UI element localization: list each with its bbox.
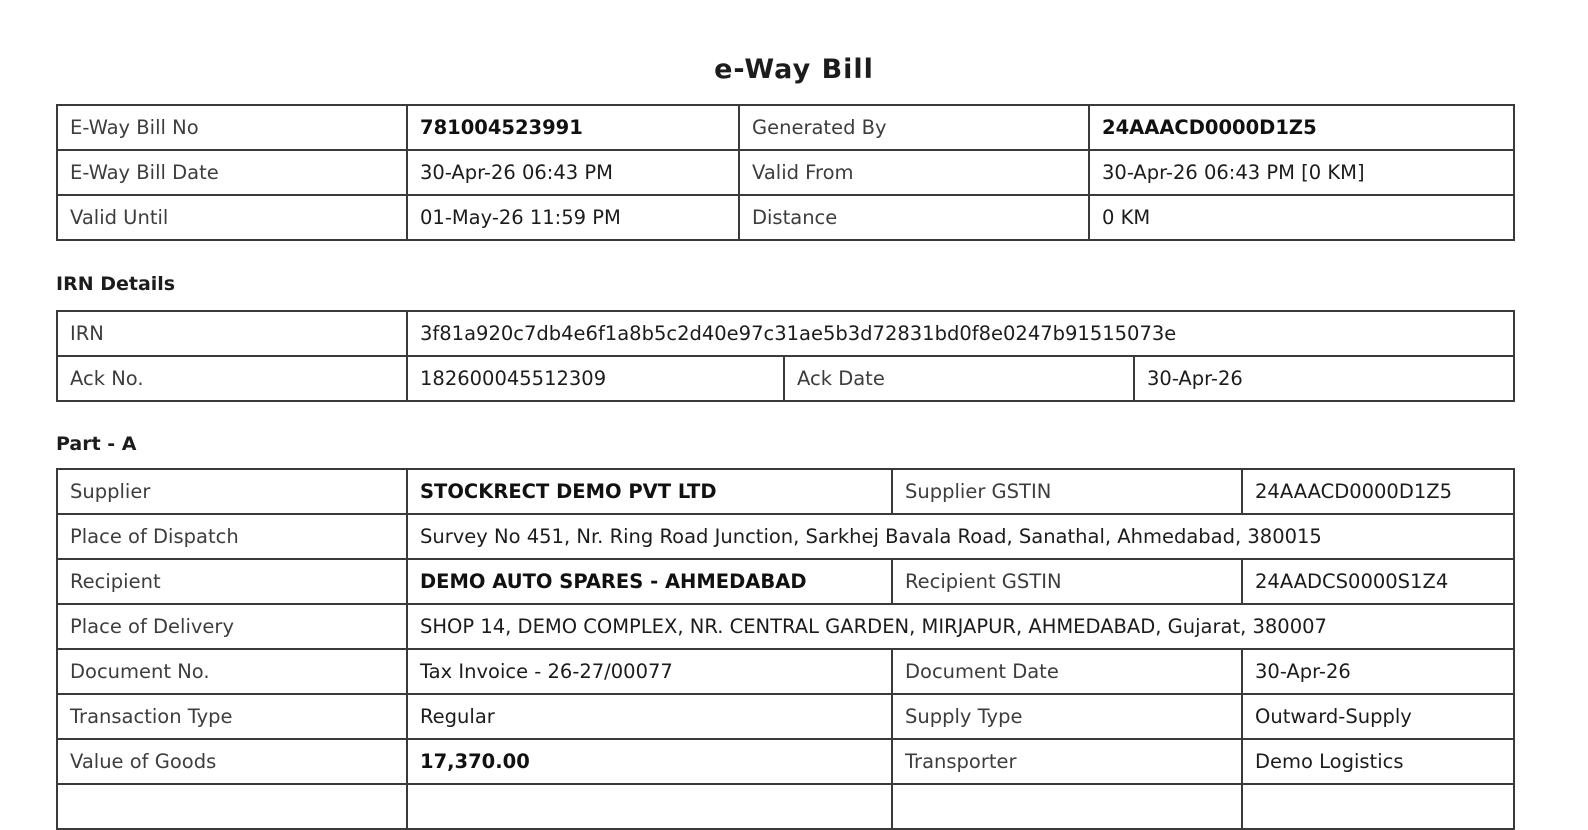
irn-label: IRN (57, 311, 407, 356)
table-row (57, 195, 1514, 240)
ack-date-value: 30-Apr-26 (1134, 356, 1514, 401)
doc-no-label: Document No. (57, 649, 407, 694)
valid-until-value: 01-May-26 11:59 PM (407, 195, 739, 240)
supplier-gstin-label: Supplier GSTIN (892, 469, 1242, 514)
txn-type-value: Regular (407, 694, 892, 739)
ack-no-value: 182600045512309 (407, 356, 784, 401)
dispatch-value: Survey No 451, Nr. Ring Road Junction, Sarkhej Bavala Road, Sanathal, Ahmedabad, 380015 (407, 514, 1514, 559)
txn-type-label: Transaction Type (57, 694, 407, 739)
table-row (57, 739, 1514, 784)
recipient-gstin-label: Recipient GSTIN (892, 559, 1242, 604)
doc-date-value: 30-Apr-26 (1242, 649, 1514, 694)
empty-cell (57, 784, 407, 829)
distance-label: Distance (739, 195, 1089, 240)
empty-cell (1242, 784, 1514, 829)
supplier-value: STOCKRECT DEMO PVT LTD (407, 469, 892, 514)
ewb-date-value: 30-Apr-26 06:43 PM (407, 150, 739, 195)
ewb-date-label: E-Way Bill Date (57, 150, 407, 195)
empty-cell (407, 784, 892, 829)
generated-by-label: Generated By (739, 105, 1089, 150)
table-row (57, 649, 1514, 694)
ack-no-label: Ack No. (57, 356, 407, 401)
value-of-goods-label: Value of Goods (57, 739, 407, 784)
table-row (57, 559, 1514, 604)
valid-from-label: Valid From (739, 150, 1089, 195)
valid-until-label: Valid Until (57, 195, 407, 240)
recipient-value: DEMO AUTO SPARES - AHMEDABAD (407, 559, 892, 604)
supplier-gstin-value: 24AAACD0000D1Z5 (1242, 469, 1514, 514)
doc-date-label: Document Date (892, 649, 1242, 694)
part-a-table (56, 468, 1515, 830)
supply-type-label: Supply Type (892, 694, 1242, 739)
table-row (57, 694, 1514, 739)
ewb-no-value: 781004523991 (407, 105, 739, 150)
table-row (57, 604, 1514, 649)
value-of-goods-value: 17,370.00 (407, 739, 892, 784)
delivery-value: SHOP 14, DEMO COMPLEX, NR. CENTRAL GARDEN, MIRJAPUR, AHMEDABAD, Gujarat, 380007 (407, 604, 1514, 649)
table-row (57, 469, 1514, 514)
supplier-label: Supplier (57, 469, 407, 514)
ack-date-label: Ack Date (784, 356, 1134, 401)
table-row (57, 514, 1514, 559)
table-row (57, 356, 1514, 401)
table-row (57, 311, 1514, 356)
part-a-section-heading: Part - A (56, 433, 137, 455)
irn-value: 3f81a920c7db4e6f1a8b5c2d40e97c31ae5b3d72831bd0f8e0247b91515073e (407, 311, 1514, 356)
transporter-label: Transporter (892, 739, 1242, 784)
supply-type-value: Outward-Supply (1242, 694, 1514, 739)
irn-section-heading: IRN Details (56, 273, 176, 295)
generated-by-value: 24AAACD0000D1Z5 (1089, 105, 1514, 150)
distance-value: 0 KM (1089, 195, 1514, 240)
ewb-no-label: E-Way Bill No (57, 105, 407, 150)
dispatch-label: Place of Dispatch (57, 514, 407, 559)
table-row (57, 784, 1514, 829)
irn-table (56, 310, 1515, 402)
recipient-gstin-value: 24AADCS0000S1Z4 (1242, 559, 1514, 604)
table-row (57, 105, 1514, 150)
page-title: e-Way Bill (714, 54, 874, 85)
recipient-label: Recipient (57, 559, 407, 604)
empty-cell (892, 784, 1242, 829)
ewb-summary-table (56, 104, 1515, 241)
transporter-value: Demo Logistics (1242, 739, 1514, 784)
delivery-label: Place of Delivery (57, 604, 407, 649)
doc-no-value: Tax Invoice - 26-27/00077 (407, 649, 892, 694)
table-row (57, 150, 1514, 195)
valid-from-value: 30-Apr-26 06:43 PM [0 KM] (1089, 150, 1514, 195)
